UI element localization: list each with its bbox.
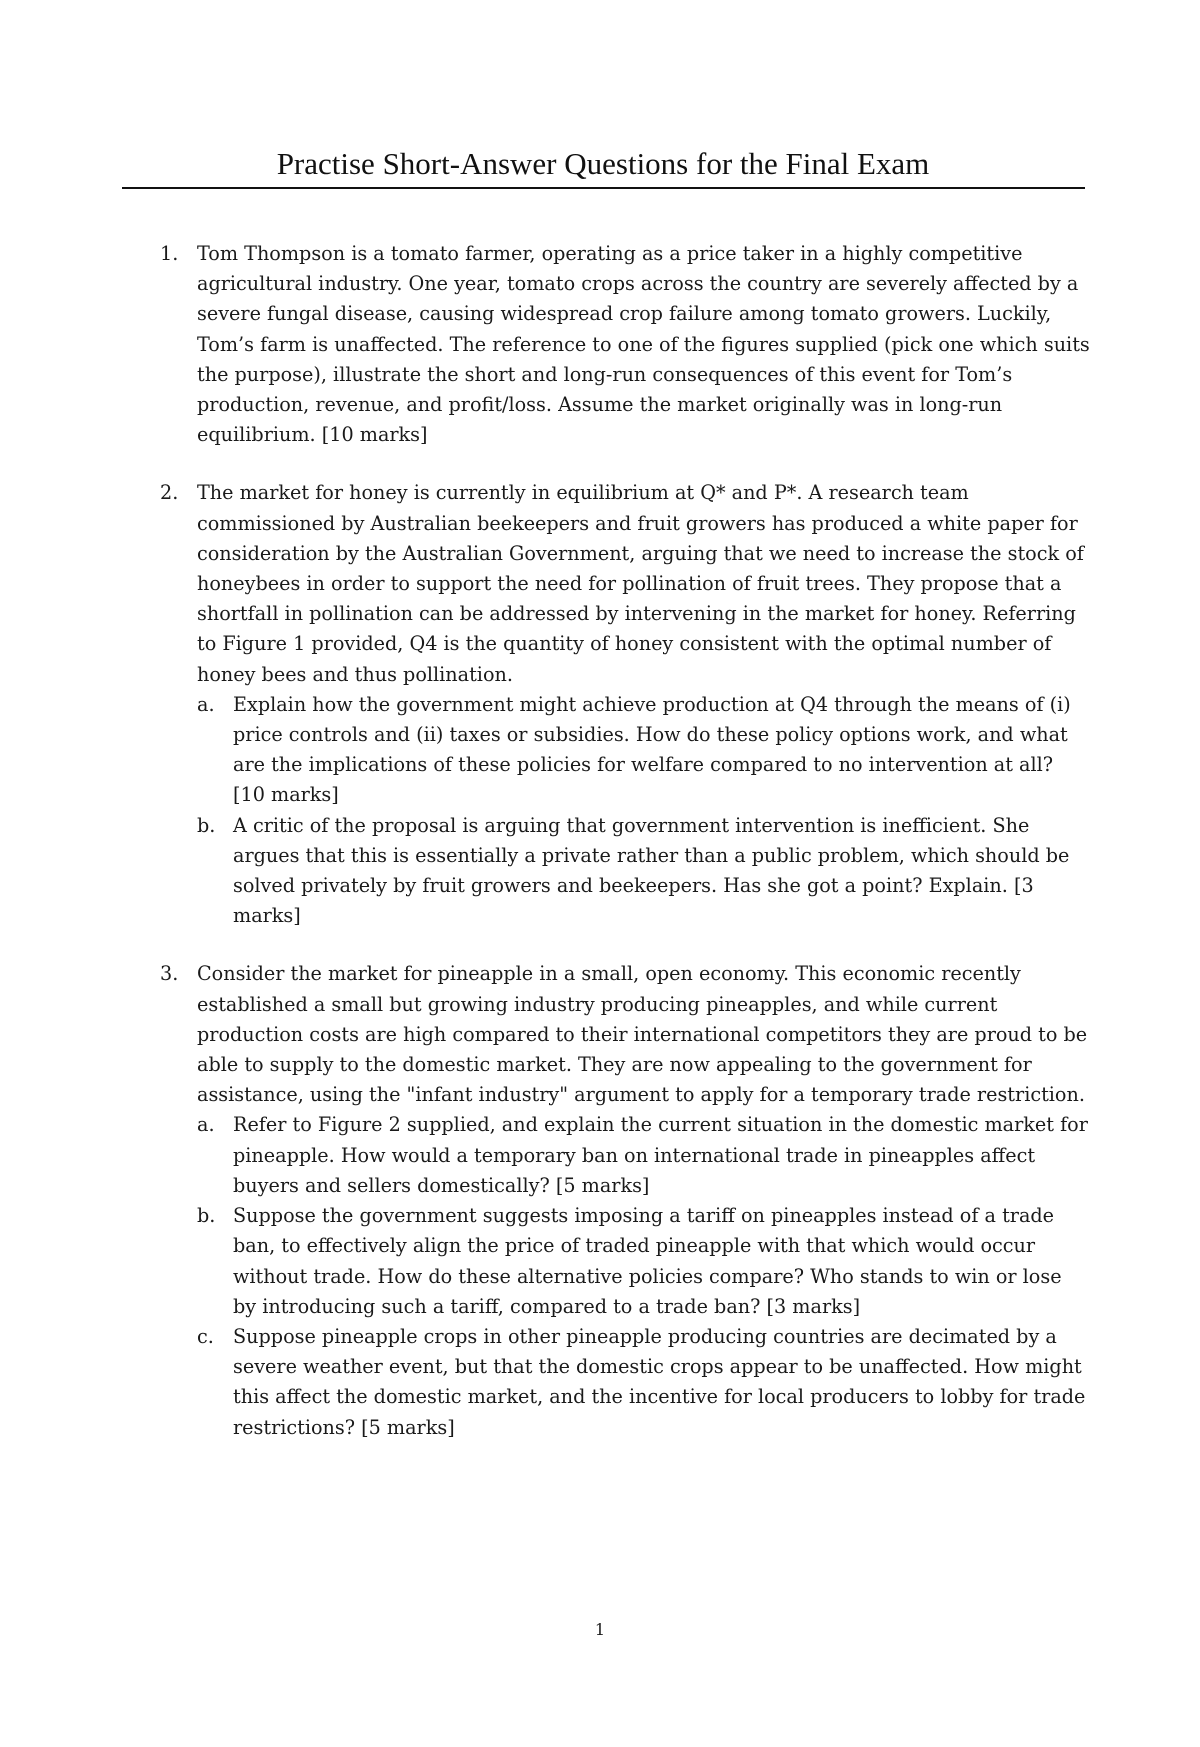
question-2-parts bbox=[160, 690, 1090, 932]
question-3 bbox=[160, 959, 1090, 1110]
question-2-part-a bbox=[160, 690, 1090, 811]
question-3-parts bbox=[160, 1110, 1090, 1442]
question-text: The market for honey is currently in equilibrium at Q* and P*. A research team commissioned by Australian beekeepers and fruit growers has produced a white paper for consideration by the Australian Government, arguing that we need to increase the stock of honeybees in order to support the need for pollination of fruit trees. They propose that a shortfall in pollination can be addressed by intervening in the market for honey. Referring to Figure 1 provided, Q4 is the quantity of honey consistent with the optimal number of honey bees and thus pollination. bbox=[197, 481, 1084, 686]
part-letter: b. bbox=[197, 1204, 216, 1228]
part-text: Suppose pineapple crops in other pineapple producing countries are decimated by a severe weather event, but that the domestic crops appear to be unaffected. How might this affect the domestic market, and the incentive for local producers to lobby for trade restrictions? [5 marks] bbox=[233, 1324, 1086, 1439]
question-3-part-b bbox=[160, 1201, 1090, 1322]
part-letter: a. bbox=[197, 692, 215, 716]
question-3-part-c bbox=[160, 1322, 1090, 1443]
part-letter: c. bbox=[197, 1324, 214, 1348]
part-text: A critic of the proposal is arguing that government intervention is inefficient. She argues that this is essentially a private rather than a public problem, which should be solved privately by fruit growers and beekeepers. Has she got a point? Explain. [3 marks] bbox=[233, 813, 1070, 928]
title-rule bbox=[122, 187, 1085, 189]
page-title: Practise Short-Answer Questions for the Final Exam bbox=[276, 146, 930, 181]
part-letter: b. bbox=[197, 813, 216, 837]
question-3-part-a bbox=[160, 1110, 1090, 1201]
question-text: Tom Thompson is a tomato farmer, operating as a price taker in a highly competitive agricultural industry. One year, tomato crops across the country are severely affected by a severe fungal disease, causing widespread crop failure among tomato growers. Luckily, Tom’s farm is unaffected. The reference to one of the figures supplied (pick one which suits the purpose), illustrate the short and long-run consequences of this event for Tom’s production, revenue, and profit/loss. Assume the market originally was in long-run equilibrium. [10 marks] bbox=[197, 242, 1090, 447]
question-number: 3. bbox=[160, 962, 179, 986]
question-1 bbox=[160, 239, 1090, 450]
question-number: 2. bbox=[160, 481, 179, 505]
page-number: 1 bbox=[594, 1620, 606, 1639]
part-text: Refer to Figure 2 supplied, and explain the current situation in the domestic market for pineapple. How would a temporary ban on international trade in pineapples affect buyers and sellers domestically? [5 marks] bbox=[233, 1113, 1088, 1197]
sub-question-list bbox=[160, 690, 1090, 932]
part-text: Suppose the government suggests imposing a tariff on pineapples instead of a trade ban, to effectively align the price of traded pineapple with that which would occur without trade. How do these alternative policies compare? Who stands to win or lose by introducing such a tariff, compared to a trade ban? [3 marks] bbox=[233, 1204, 1062, 1318]
part-letter: a. bbox=[197, 1113, 215, 1137]
sub-question-list bbox=[160, 1110, 1090, 1442]
part-text: Explain how the government might achieve production at Q4 through the means of (i) price controls and (ii) taxes or subsidies. How do these policy options work, and what are the implications of these policies for welfare compared to no intervention at all? [10 marks] bbox=[233, 692, 1071, 807]
question-list bbox=[160, 239, 1090, 1443]
question-number: 1. bbox=[160, 242, 179, 265]
question-2 bbox=[160, 478, 1090, 689]
question-text: Consider the market for pineapple in a small, open economy. This economic recently established a small but growing industry producing pineapples, and while current production costs are high compared to their international competitors they are proud to be able to supply to the domestic market. They are now appealing to the government for assistance, using the "infant industry" argument to apply for a temporary trade restriction. bbox=[197, 962, 1088, 1107]
question-2-part-b bbox=[160, 811, 1090, 932]
